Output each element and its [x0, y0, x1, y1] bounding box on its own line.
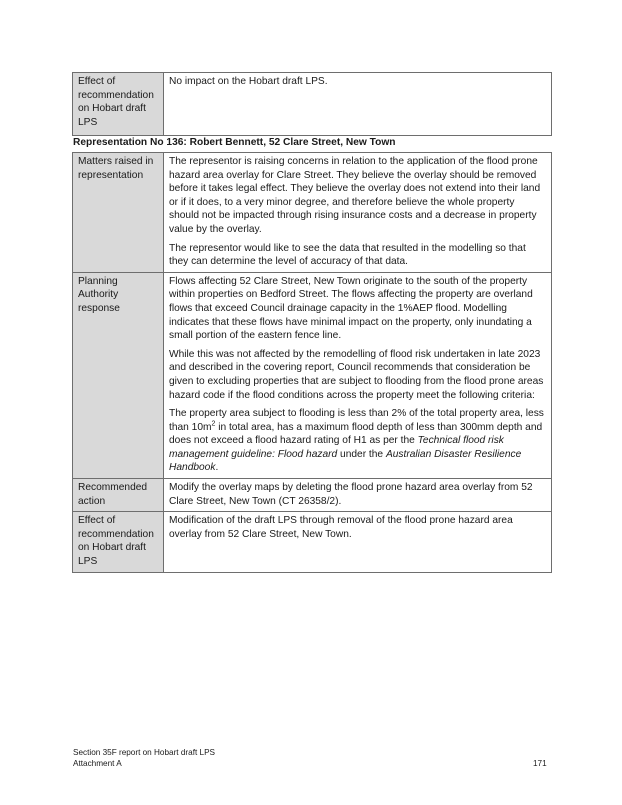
table-row — [73, 153, 552, 273]
response-paragraph-1: Flows affecting 52 Clare Street, New Town originate to the south of the property within properties on Bedford Street. The flows affecting the property are overland flows that exceed Council drainage capacity in the 1%AEP flood. Modelling indicates that these flows have minimal impact on the property, only inundating a small portion of the eastern fence line. — [169, 275, 533, 342]
guideline-title: Technical flood risk management guideline: Flood hazard — [169, 435, 504, 460]
table-row — [73, 479, 552, 512]
response-paragraph-3 — [169, 407, 546, 475]
matters-paragraph-2: The representor would like to see the data that resulted in the modelling so that they can determine the level of accuracy of that data. — [169, 242, 526, 268]
matters-cell — [164, 153, 552, 273]
table-row — [73, 73, 552, 136]
criteria-text-b: in total area, has a maximum flood depth of less than 300mm depth and does not exceed a flood hazard rating of H1 as per the — [169, 421, 543, 447]
recommended-text: Modify the overlay maps by deleting the flood prone hazard area overlay from 52 Clare Street, New Town (CT 26358/2). — [164, 479, 552, 512]
recommended-label: Recommended action — [73, 479, 164, 512]
matters-paragraph-1: The representor is raising concerns in relation to the application of the flood prone hazard area overlay for Clare Street. They believe the overlay should be removed before it takes legal effect. They believe the overlay does not extend into their land or if it does, to a very minor degree, and therefore believe the whole property should not be impacted through rising insurance costs and a decrease in property value by the overlay. — [169, 156, 541, 235]
footer-line-2: Attachment A — [73, 759, 122, 768]
effect-label: Effect of recommendation on Hobart draft LPS — [73, 512, 164, 573]
matters-label: Matters raised in representation — [73, 153, 164, 273]
footer-line-1: Section 35F report on Hobart draft LPS — [73, 748, 215, 757]
effect-text-top: No impact on the Hobart draft LPS. — [164, 73, 552, 136]
effect-label-top: Effect of recommendation on Hobart draft LPS — [73, 73, 164, 136]
criteria-text-d: . — [215, 462, 219, 474]
effect-table-top — [72, 72, 552, 136]
criteria-text-c: under the — [337, 448, 386, 460]
response-paragraph-2: While this was not affected by the remodelling of flood risk undertaken in late 2023 and described in the covering report, Council recommends that consideration be given to excluding properties that are subject to flooding from the flood prone areas hazard code if the flood conditions across the property meet the following criteria: — [169, 348, 544, 401]
representation-table — [72, 152, 552, 573]
effect-text: Modification of the draft LPS through removal of the flood prone hazard area overlay from 52 Clare Street, New Town. — [164, 512, 552, 573]
response-cell — [164, 272, 552, 478]
superscript-2: 2 — [211, 420, 216, 428]
table-row — [73, 272, 552, 478]
representation-heading: Representation No 136: Robert Bennett, 52 Clare Street, New Town — [73, 137, 396, 148]
table-row — [73, 512, 552, 573]
criteria-text-a: The property area subject to flooding is less than 2% of the total property area, less than 10m — [169, 408, 544, 433]
response-label: Planning Authority response — [73, 272, 164, 478]
handbook-title: Australian Disaster Resilience Handbook — [169, 448, 522, 474]
page-number: 171 — [533, 759, 547, 768]
